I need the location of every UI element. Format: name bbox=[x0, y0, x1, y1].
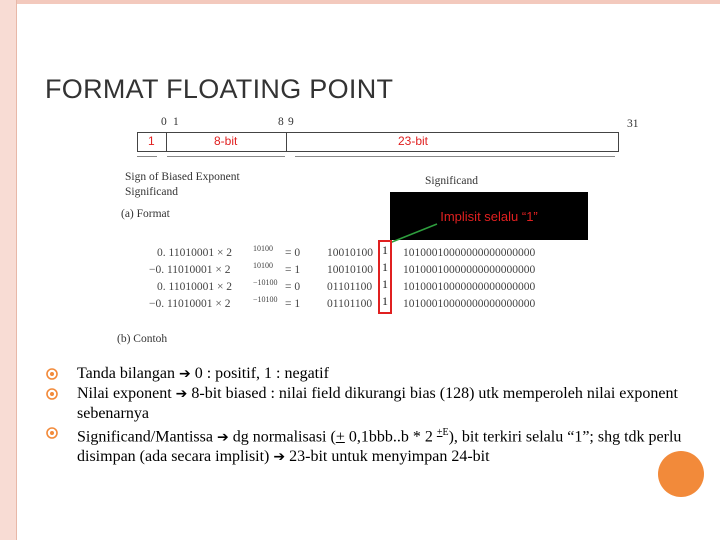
bullet-list bbox=[45, 364, 710, 467]
plus-minus-sign: + bbox=[335, 428, 345, 446]
sign-field-label: 1 bbox=[148, 134, 155, 148]
example-significand-bits: 10100010000000000000000 bbox=[403, 281, 536, 293]
orange-circle-bullet-icon bbox=[45, 387, 59, 401]
bullet-item bbox=[45, 384, 710, 423]
implicit-one: 1 bbox=[382, 294, 388, 308]
example-sign-bit: = 1 bbox=[285, 264, 301, 276]
example-exponent-bits: 01101100 bbox=[327, 281, 373, 293]
bullet-text: 23-bit untuk menyimpan 24-bit bbox=[285, 448, 490, 466]
exponent-symbol: E bbox=[442, 427, 449, 438]
bullet-text: Tanda bilangan bbox=[77, 365, 179, 382]
bullet-text: Nilai exponent bbox=[77, 385, 176, 402]
bullet-text: dg normalisasi ( bbox=[228, 428, 336, 446]
bullet-text: Significand/Mantissa bbox=[77, 428, 217, 446]
exponent-divider bbox=[286, 133, 287, 151]
right-arrow-icon: ➔ bbox=[216, 429, 229, 446]
example-sign-bit: = 0 bbox=[285, 247, 301, 259]
exponent-field-label: 8-bit bbox=[214, 134, 238, 148]
bit-pos-1: 1 bbox=[173, 116, 179, 128]
example-exponent: 10100 bbox=[253, 261, 273, 270]
bit-pos-0: 0 bbox=[161, 116, 167, 128]
bit-pos-8: 8 bbox=[278, 116, 284, 128]
example-significand-bits: 10100010000000000000000 bbox=[403, 264, 536, 276]
example-mantissa: −0. 11010001 × 2 bbox=[149, 298, 231, 310]
example-exponent-bits: 10010100 bbox=[327, 264, 373, 276]
sign-divider bbox=[166, 133, 167, 151]
example-significand-bits: 10100010000000000000000 bbox=[403, 298, 536, 310]
example-exponent-bits: 01101100 bbox=[327, 298, 373, 310]
example-exponent-bits: 10010100 bbox=[327, 247, 373, 259]
example-exponent: −10100 bbox=[253, 278, 278, 287]
format-caption: (a) Format bbox=[121, 208, 170, 220]
bullet-text: 8-bit biased : nilai field dikurangi bias (128) utk memperoleh nilai exponent sebenarnya bbox=[77, 385, 678, 422]
orange-circle-bullet-icon bbox=[45, 426, 59, 440]
callout-text: Implisit selalu “1” bbox=[440, 209, 538, 224]
implicit-ones-box bbox=[378, 240, 392, 314]
bullet-text: 0,1bbb..b * 2 bbox=[344, 428, 437, 446]
bullet-text: 0 : positif, 1 : negatif bbox=[190, 365, 329, 382]
right-arrow-icon: ➔ bbox=[273, 449, 286, 466]
exponent-sign: + bbox=[436, 427, 443, 438]
significand-left-label: Significand bbox=[125, 186, 179, 198]
significand-brace bbox=[295, 156, 615, 157]
bullet-item bbox=[45, 423, 710, 467]
bit-pos-31: 31 bbox=[627, 118, 639, 130]
orange-circle-bullet-icon bbox=[45, 367, 59, 381]
orange-circle-decoration bbox=[658, 451, 704, 497]
example-significand-bits: 10100010000000000000000 bbox=[403, 247, 536, 259]
bullet-item bbox=[45, 364, 710, 384]
implicit-one: 1 bbox=[382, 260, 388, 274]
example-exponent: 10100 bbox=[253, 244, 273, 253]
significand-right-label: Significand bbox=[425, 175, 479, 187]
sign-of-biased-exponent-label: Sign of Biased Exponent bbox=[125, 171, 240, 183]
example-mantissa: 0. 11010001 × 2 bbox=[157, 281, 233, 293]
bullet-text: ), bit terkiri selalu “1”; shg tdk perlu disimpan (ada secara implisit) bbox=[77, 428, 682, 466]
example-mantissa: −0. 11010001 × 2 bbox=[149, 264, 231, 276]
right-arrow-icon: ➔ bbox=[175, 386, 188, 402]
example-mantissa: 0. 11010001 × 2 bbox=[157, 247, 233, 259]
sign-brace bbox=[137, 156, 157, 157]
bit-pos-9: 9 bbox=[288, 116, 294, 128]
example-exponent: −10100 bbox=[253, 295, 278, 304]
contoh-caption: (b) Contoh bbox=[117, 333, 168, 345]
format-box bbox=[137, 132, 619, 152]
implicit-one: 1 bbox=[382, 243, 388, 257]
significand-field-label: 23-bit bbox=[398, 134, 429, 148]
slide bbox=[16, 0, 720, 540]
slide-title: FORMAT FLOATING POINT bbox=[45, 74, 394, 104]
right-arrow-icon: ➔ bbox=[178, 366, 191, 382]
top-rule bbox=[17, 0, 720, 4]
exponent-brace bbox=[167, 156, 285, 157]
implicit-one: 1 bbox=[382, 277, 388, 291]
example-sign-bit: = 0 bbox=[285, 281, 301, 293]
example-sign-bit: = 1 bbox=[285, 298, 301, 310]
